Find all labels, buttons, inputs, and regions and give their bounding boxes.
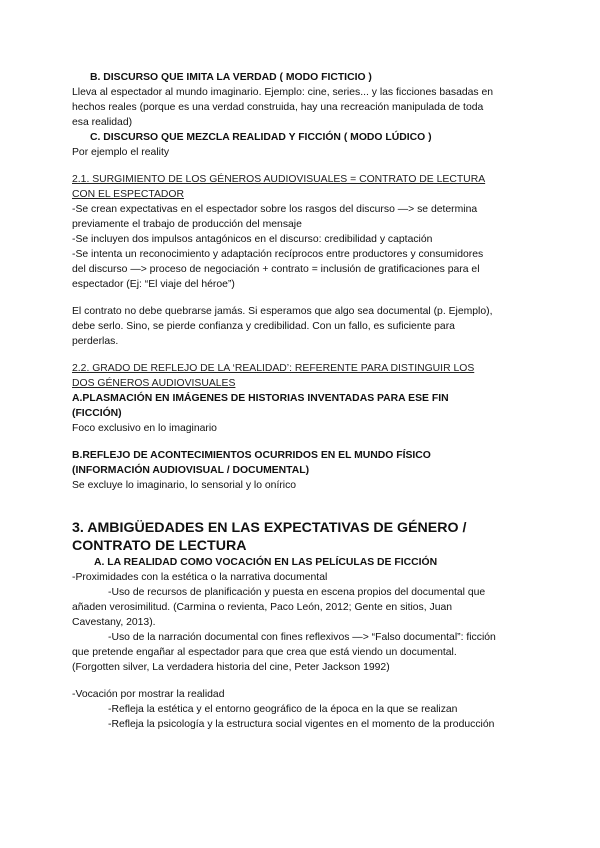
prox-sub2-line-3: (Forgotten silver, La verdadera historia del cine, Peter Jackson 1992) <box>72 662 390 673</box>
section-2-1-heading-line-1: 2.1. SURGIMIENTO DE LOS GÉNEROS AUDIOVISUALES = CONTRATO DE LECTURA <box>72 174 486 185</box>
heading-a-realidad-vocacion: A. LA REALIDAD COMO VOCACIÓN EN LAS PELÍCULAS DE FICCIÓN <box>94 557 438 568</box>
heading-c-discurso-mezcla: C. DISCURSO QUE MEZCLA REALIDAD Y FICCIÓN ( MODO LÚDICO ) <box>90 132 432 143</box>
b-text-line-2: hechos reales (porque es una verdad construida, hay una recreación manipulada de toda <box>72 102 484 113</box>
section-2-1-heading-line-2: CON EL ESPECTADOR <box>72 189 185 200</box>
heading-a-plasmacion-line-2: (FICCIÓN) <box>72 408 122 419</box>
a2-text: Foco exclusivo en lo imaginario <box>72 423 217 434</box>
s21-line-6: espectador (Ej: “El viaje del héroe”) <box>72 279 235 290</box>
heading-b-discurso-verdad: B. DISCURSO QUE IMITA LA VERDAD ( MODO FICTICIO ) <box>90 72 372 83</box>
prox-sub1-line-2: añaden verosimilitud. (Carmina o revienta, Paco León, 2012; Gente en sitios, Juan <box>72 602 453 613</box>
document-page <box>72 70 532 732</box>
heading-b-reflejo-line-1: B.REFLEJO DE ACONTECIMIENTOS OCURRIDOS EN EL MUNDO FÍSICO <box>72 450 431 461</box>
s21-line-3: -Se incluyen dos impulsos antagónicos en el discurso: credibilidad y captación <box>72 234 433 245</box>
prox-sub1-line-1: -Uso de recursos de planificación y puesta en escena propios del documental que <box>108 587 486 598</box>
section-3-heading-line-2: CONTRATO DE LECTURA <box>72 538 247 554</box>
b2-text: Se excluye lo imaginario, lo sensorial y lo onírico <box>72 480 297 491</box>
s21-line-4: -Se intenta un reconocimiento y adaptación recíprocos entre productores y consumidores <box>72 249 484 260</box>
voc-text: -Vocación por mostrar la realidad <box>72 689 225 700</box>
voc-sub-2: -Refleja la psicología y la estructura social vigentes en el momento de la producción <box>108 719 495 730</box>
prox-sub2-line-2: que pretende engañar al espectador para que crea que está viendo un documental. <box>72 647 457 658</box>
c-text: Por ejemplo el reality <box>72 147 170 158</box>
prox-sub1-line-3: Cavestany, 2013). <box>72 617 156 628</box>
contract-line-3: perderlas. <box>72 336 119 347</box>
section-2-2-heading-line-2: DOS GÉNEROS AUDIOVISUALES <box>72 378 236 389</box>
contract-line-1: El contrato no debe quebrarse jamás. Si esperamos que algo sea documental (p. Ejemplo), <box>72 306 493 317</box>
section-2-2-heading-line-1: 2.2. GRADO DE REFLEJO DE LA ‘REALIDAD’: REFERENTE PARA DISTINGUIR LOS <box>72 363 475 374</box>
s21-line-1: -Se crean expectativas en el espectador sobre los rasgos del discurso —> se determina <box>72 204 478 215</box>
s21-line-2: previamente el trabajo de producción del mensaje <box>72 219 302 230</box>
prox-sub2-line-1: -Uso de la narración documental con fines reflexivos —> “Falso documental”: ficción <box>108 632 496 643</box>
s21-line-5: del discurso —> proceso de negociación + contrato = inclusión de gratificaciones para el <box>72 264 480 275</box>
heading-a-plasmacion-line-1: A.PLASMACIÓN EN IMÁGENES DE HISTORIAS INVENTADAS PARA ESE FIN <box>72 393 449 404</box>
voc-sub-1: -Refleja la estética y el entorno geográfico de la época en la que se realizan <box>108 704 458 715</box>
b-text-line-3: esa realidad) <box>72 117 133 128</box>
section-3-heading-line-1: 3. AMBIGÜEDADES EN LAS EXPECTATIVAS DE GÉNERO / <box>72 520 467 536</box>
heading-b-reflejo-line-2: (INFORMACIÓN AUDIOVISUAL / DOCUMENTAL) <box>72 465 310 476</box>
prox-text: -Proximidades con la estética o la narrativa documental <box>72 572 328 583</box>
b-text-line-1: Lleva al espectador al mundo imaginario. Ejemplo: cine, series... y las ficciones basadas en <box>72 87 494 98</box>
contract-line-2: debe serlo. Sino, se pierde confianza y credibilidad. Con un fallo, es suficiente para <box>72 321 455 332</box>
